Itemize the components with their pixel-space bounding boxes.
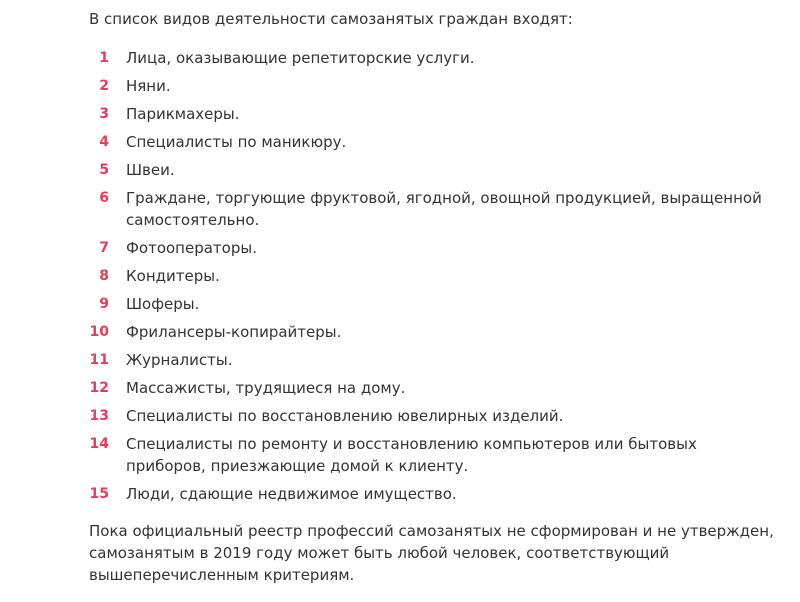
list-item-number: 4 [99,134,109,150]
list-item [89,265,779,287]
list-item-text: Шоферы. [126,295,200,313]
list-item-number: 13 [89,408,109,424]
list-item-text: Лица, оказывающие репетиторские услуги. [126,49,475,67]
list-item-text: Граждане, торгующие фруктовой, ягодной, овощной продукцией, выращенной самостоятельно. [126,189,762,229]
list-item-text: Массажисты, трудящиеся на дому. [126,379,406,397]
list-item-text: Швеи. [126,161,175,179]
list-item-text: Специалисты по маникюру. [126,133,347,151]
list-item [89,321,779,343]
list-item-number: 1 [99,50,109,66]
list-item [89,131,779,153]
list-item-number: 15 [89,486,109,502]
list-item-number: 14 [89,436,109,452]
list-item [89,103,779,125]
list-item-number: 6 [99,190,109,206]
list-item-text: Специалисты по ремонту и восстановлению компьютеров или бытовых приборов, приезжающие домой к клиенту. [126,435,697,475]
list-item [89,293,779,315]
article-content [89,8,779,586]
list-item-number: 12 [89,380,109,396]
list-item-text: Парикмахеры. [126,105,240,123]
list-item-number: 9 [99,296,109,312]
list-item [89,47,779,69]
list-item-number: 5 [99,162,109,178]
list-item [89,433,779,477]
list-item [89,75,779,97]
intro-paragraph: В список видов деятельности самозанятых граждан входят: [89,10,573,28]
list-item [89,483,779,505]
list-item [89,405,779,427]
list-item [89,377,779,399]
list-item-text: Журналисты. [126,351,233,369]
list-item-text: Фотооператоры. [126,239,257,257]
list-item-number: 8 [99,268,109,284]
outro-paragraph: Пока официальный реестр профессий самозанятых не сформирован и не утвержден, самозанятым в 2019 году может быть любой человек, соответствующий вышеперечисленным критериям. [89,522,774,584]
list-item-number: 10 [89,324,109,340]
activities-list [89,47,779,505]
list-item-text: Няни. [126,77,171,95]
list-item-number: 7 [99,240,109,256]
list-item [89,349,779,371]
list-item-text: Люди, сдающие недвижимое имущество. [126,485,457,503]
list-item-text: Кондитеры. [126,267,220,285]
list-item [89,237,779,259]
list-item-number: 2 [99,78,109,94]
list-item [89,187,779,231]
list-item [89,159,779,181]
list-item-number: 3 [99,106,109,122]
list-item-text: Специалисты по восстановлению ювелирных изделий. [126,407,564,425]
list-item-number: 11 [89,352,109,368]
list-item-text: Фрилансеры-копирайтеры. [126,323,342,341]
